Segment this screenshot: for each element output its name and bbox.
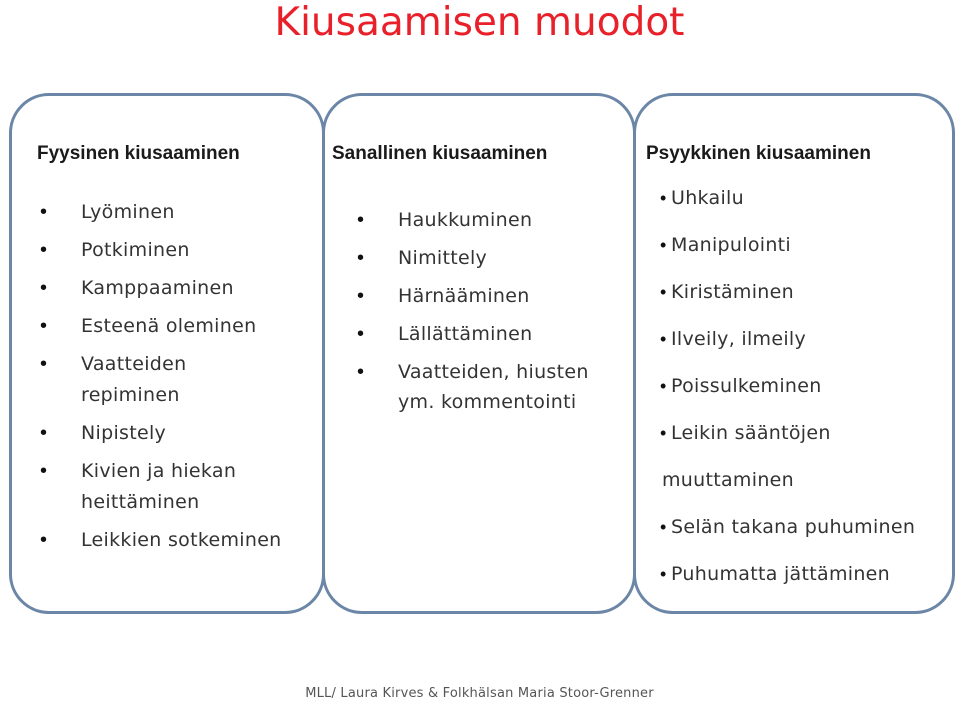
list-item: • Potkiminen xyxy=(40,239,190,261)
list-item: muuttaminen xyxy=(662,469,794,491)
psychological-bullying-heading: Psyykkinen kiusaaminen xyxy=(646,143,871,164)
list-item: • Poissulkeminen xyxy=(660,375,822,397)
list-item: • Uhkailu xyxy=(660,187,744,209)
footer-credit: MLL/ Laura Kirves & Folkhälsan Maria Stoor-Grenner xyxy=(305,686,654,701)
list-item: • Lällättäminen xyxy=(357,323,533,345)
list-item: • Lyöminen xyxy=(40,201,175,223)
list-item: • Kiristäminen xyxy=(660,281,794,303)
verbal-bullying-heading: Sanallinen kiusaaminen xyxy=(332,143,548,164)
page-title: Kiusaamisen muodot xyxy=(274,0,685,45)
list-item: • Nimittely xyxy=(357,247,488,269)
psychological-bullying-list xyxy=(660,186,950,609)
list-item: • Leikkien sotkeminen xyxy=(40,529,282,551)
list-item: • Härnääminen xyxy=(357,285,530,307)
list-item: • Leikin sääntöjen xyxy=(660,422,831,444)
list-item: • Nipistely xyxy=(40,422,167,444)
physical-bullying-heading: Fyysinen kiusaaminen xyxy=(37,143,240,164)
list-item: • Kivien ja hiekan heittäminen xyxy=(40,460,237,513)
verbal-bullying-list xyxy=(357,205,627,424)
list-item: • Vaatteiden repiminen xyxy=(40,353,187,406)
physical-bullying-list xyxy=(40,197,310,563)
list-item: • Manipulointi xyxy=(660,234,792,256)
list-item: • Haukkuminen xyxy=(357,209,533,231)
list-item: • Esteenä oleminen xyxy=(40,315,257,337)
list-item: • Vaatteiden, hiusten ym. kommentointi xyxy=(357,361,589,413)
list-item: • Selän takana puhuminen xyxy=(660,516,916,538)
list-item: • Kamppaaminen xyxy=(40,277,234,299)
list-item: • Ilveily, ilmeily xyxy=(660,328,807,350)
list-item: • Puhumatta jättäminen xyxy=(660,563,891,585)
